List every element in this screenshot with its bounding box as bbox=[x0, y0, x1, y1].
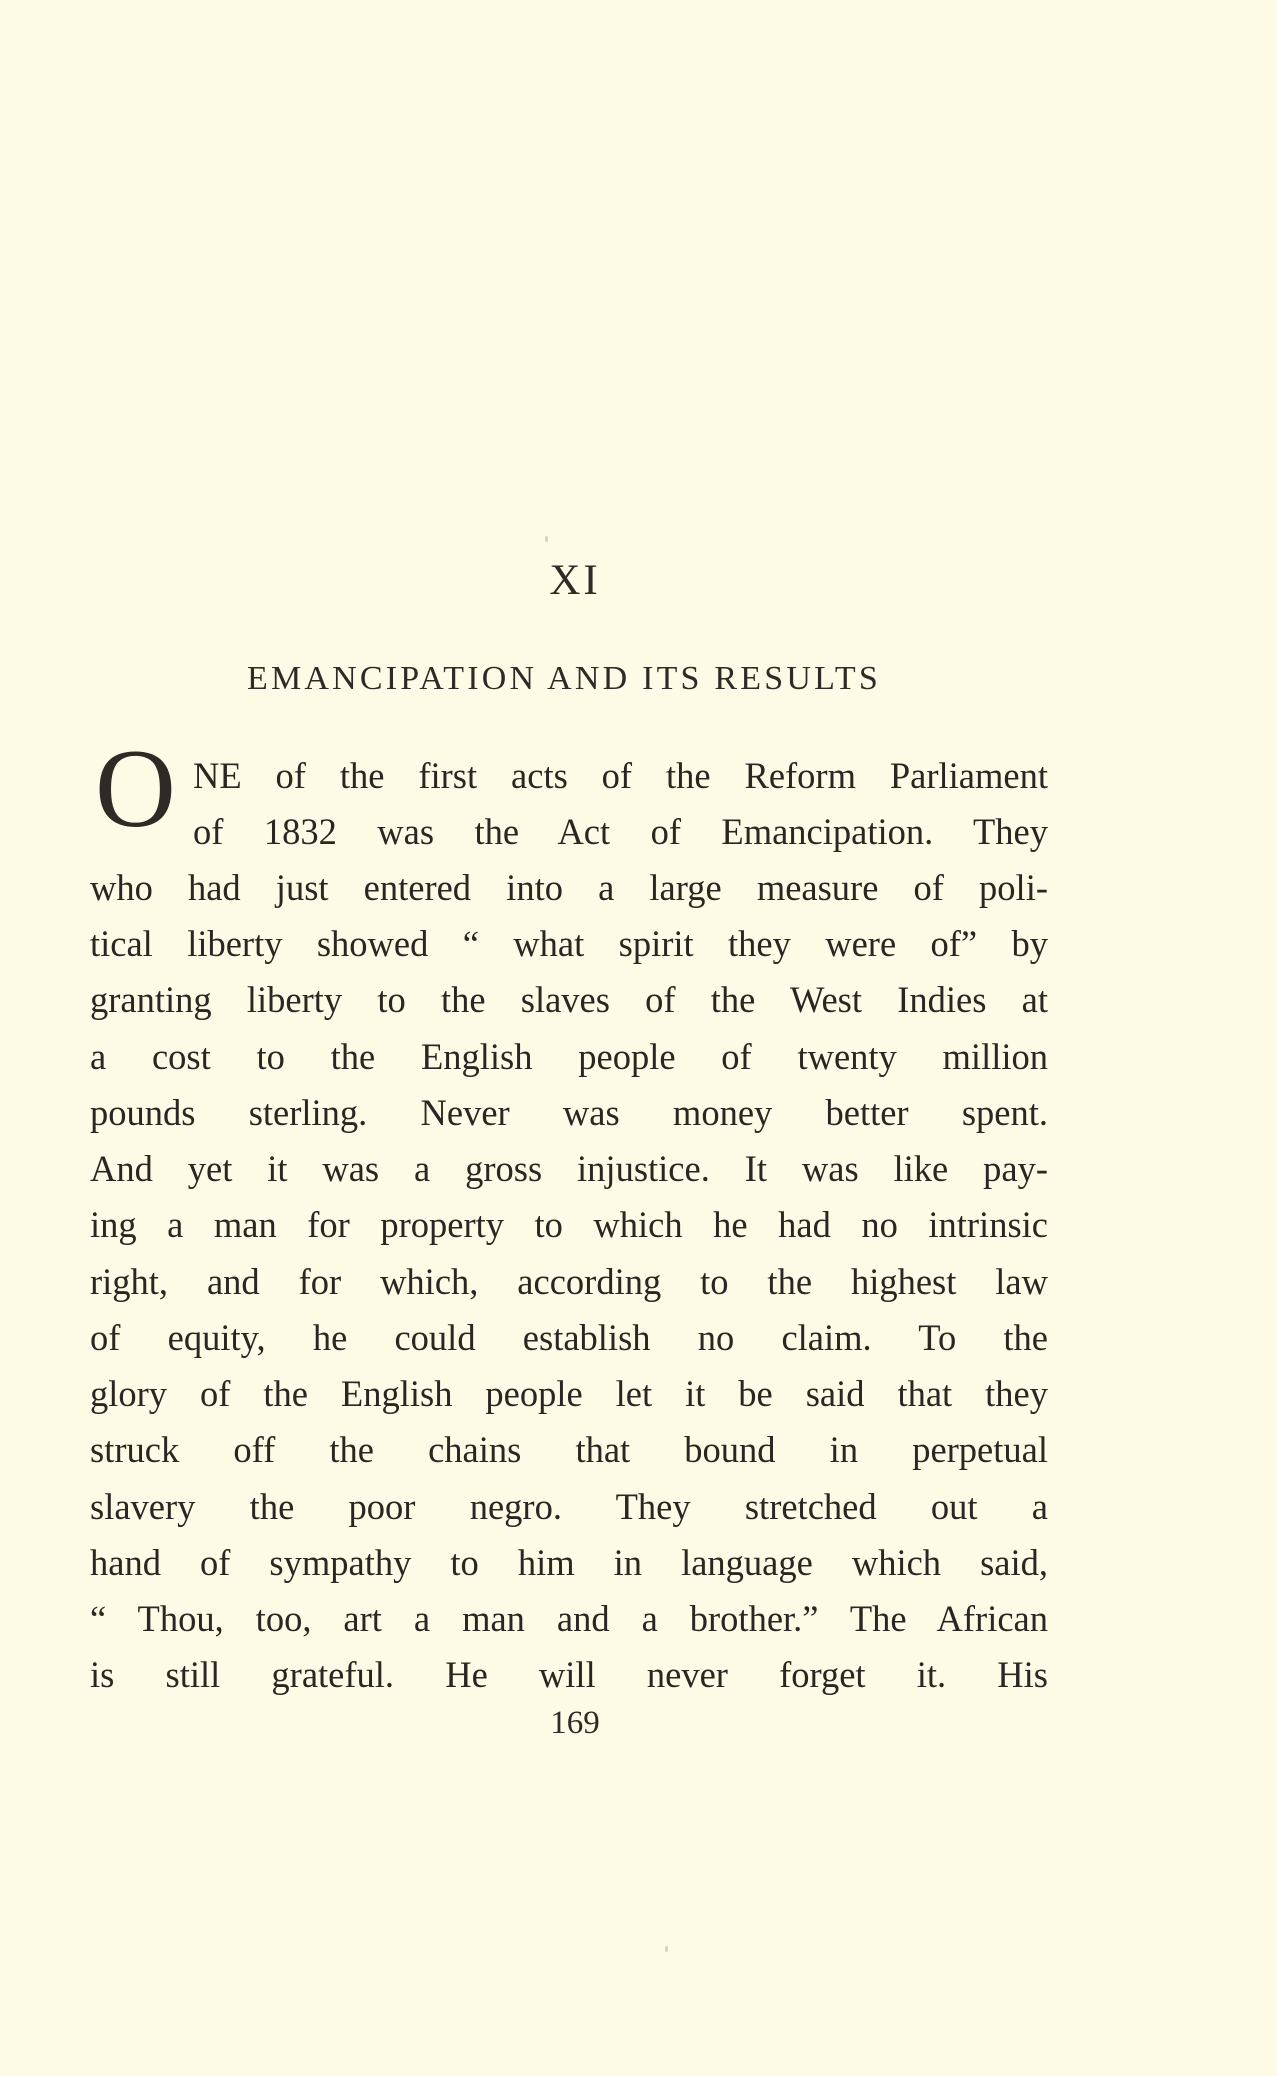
text-line: is still grateful. He will never forget it. His bbox=[90, 1654, 1048, 1695]
text-line: And yet it was a gross injustice. It was like pay- bbox=[90, 1148, 1048, 1189]
text-line: slavery the poor negro. They stretched out a bbox=[90, 1486, 1048, 1527]
chapter-title: EMANCIPATION AND ITS RESULTS bbox=[247, 660, 881, 697]
text-line: struck off the chains that bound in perpetual bbox=[90, 1429, 1048, 1470]
text-line: a cost to the English people of twenty million bbox=[90, 1036, 1048, 1077]
text-line: ing a man for property to which he had no intrinsic bbox=[90, 1204, 1048, 1245]
text-line: granting liberty to the slaves of the West Indies at bbox=[90, 979, 1048, 1020]
chapter-number: XI bbox=[549, 557, 601, 604]
text-line: of 1832 was the Act of Emancipation. They bbox=[193, 811, 1048, 852]
text-line: of equity, he could establish no claim. To the bbox=[90, 1317, 1048, 1358]
page-number: 169 bbox=[550, 1705, 600, 1741]
paper-speck bbox=[665, 1946, 668, 1952]
text-line: glory of the English people let it be said that they bbox=[90, 1373, 1048, 1414]
text-line: pounds sterling. Never was money better spent. bbox=[90, 1092, 1048, 1133]
text-line: hand of sympathy to him in language which said, bbox=[90, 1542, 1048, 1583]
text-line: NE of the first acts of the Reform Parliament bbox=[193, 755, 1048, 796]
paper-speck bbox=[545, 536, 548, 542]
text-line: tical liberty showed “ what spirit they were of” by bbox=[90, 923, 1048, 964]
text-line: “ Thou, too, art a man and a brother.” The African bbox=[90, 1598, 1048, 1639]
drop-cap: O bbox=[95, 727, 176, 851]
text-line: who had just entered into a large measure of poli- bbox=[90, 867, 1048, 908]
text-line: right, and for which, according to the highest law bbox=[90, 1261, 1048, 1302]
